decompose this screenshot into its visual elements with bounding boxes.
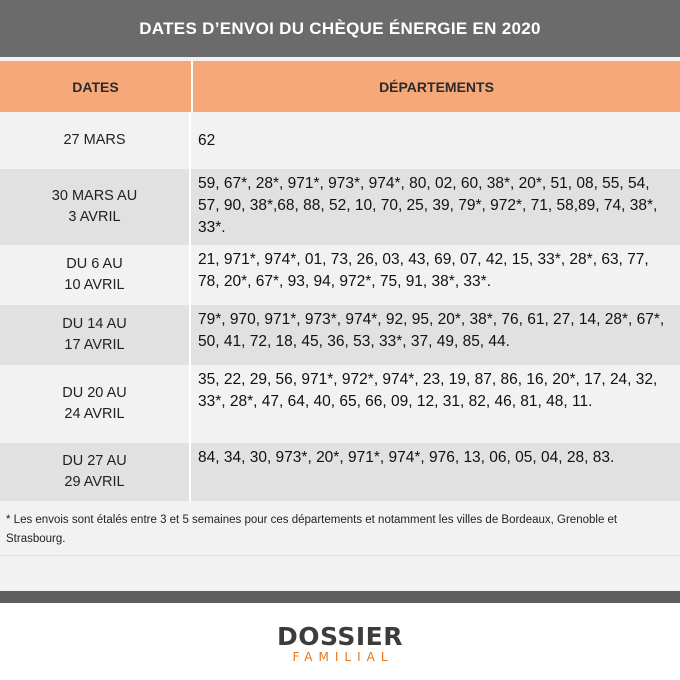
brand-logo xyxy=(0,624,680,664)
bottom-bar xyxy=(0,591,680,603)
table-row xyxy=(0,305,680,365)
table-row xyxy=(0,112,680,169)
header-departements: DÉPARTEMENTS xyxy=(379,78,494,95)
table-row xyxy=(0,245,680,305)
row-date: DU 20 AU 24 AVRIL xyxy=(0,365,191,443)
table-row xyxy=(0,443,680,501)
row-departements: 21, 971*, 974*, 01, 73, 26, 03, 43, 69, 07, 42, 15, 33*, 28*, 63, 77, 78, 20*, 67*, 93, 94, 972*, 75, 91, 38*, 33*. xyxy=(198,251,649,290)
table-row xyxy=(0,169,680,245)
logo-sub-text: FAMILIAL xyxy=(292,650,394,664)
page-title: DATES D’ENVOI DU CHÈQUE ÉNERGIE EN 2020 xyxy=(0,0,680,57)
table-header xyxy=(0,61,680,112)
row-date: 27 MARS xyxy=(0,112,191,169)
row-departements: 35, 22, 29, 56, 971*, 972*, 974*, 23, 19, 87, 86, 16, 20*, 17, 24, 32, 33*, 28*, 47, 64, 40, 65, 66, 09, 12, 31, 82, 46, 81, 48, 11. xyxy=(198,371,658,410)
row-departements: 84, 34, 30, 973*, 20*, 971*, 974*, 976, 13, 06, 05, 04, 28, 83. xyxy=(198,449,615,466)
table-row xyxy=(0,365,680,443)
divider xyxy=(0,555,680,556)
table-body xyxy=(0,112,680,501)
row-departements: 59, 67*, 28*, 971*, 973*, 974*, 80, 02, 60, 38*, 20*, 51, 08, 55, 54, 57, 90, 38*,68, 88, 52, 10, 70, 25, 39, 79*, 972*, 71, 58,89, 74, 38*, 33*. xyxy=(198,175,658,236)
row-date: DU 14 AU 17 AVRIL xyxy=(0,305,191,365)
row-date: 30 MARS AU 3 AVRIL xyxy=(0,169,191,245)
logo-main-text: DOSSIER xyxy=(276,622,404,651)
header-dates: DATES xyxy=(0,61,193,112)
row-departements: 62 xyxy=(198,131,216,149)
row-date: DU 6 AU 10 AVRIL xyxy=(0,245,191,305)
footnote: * Les envois sont étalés entre 3 et 5 semaines pour ces départements et notamment les villes de Bordeaux, Grenoble et Strasbourg. xyxy=(6,514,618,545)
row-departements: 79*, 970, 971*, 973*, 974*, 92, 95, 20*, 38*, 76, 61, 27, 14, 28*, 67*, 50, 41, 72, 18, 45, 36, 53, 33*, 37, 49, 85, 44. xyxy=(198,311,665,350)
row-date: DU 27 AU 29 AVRIL xyxy=(0,443,191,501)
